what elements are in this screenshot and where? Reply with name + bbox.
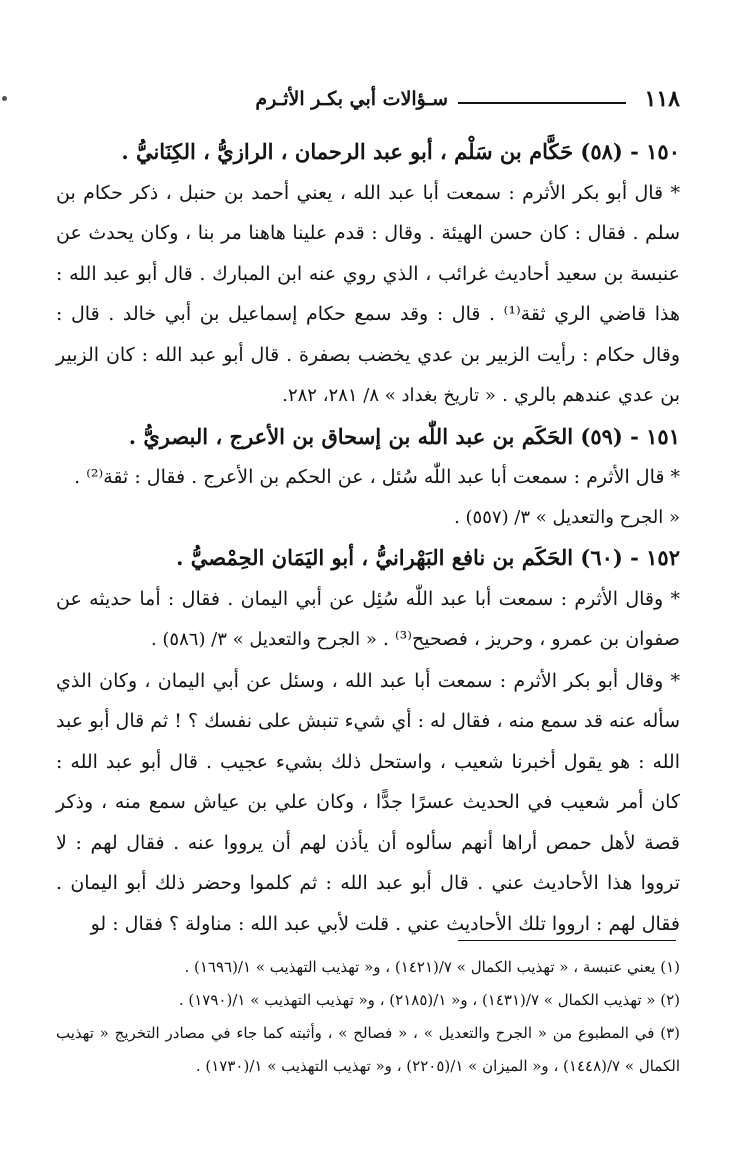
footnotes: [56, 951, 680, 1083]
entry-heading-152: ١٥٢ - (٦٠) الحَكَم بن نافع البَهْرانيُّ ، أبو اليَمَان الحِمْصيُّ .: [176, 545, 680, 570]
header-rule: [458, 102, 626, 104]
entry-151-reference: « الجرح والتعديل » ٣/ (٥٥٧) .: [454, 506, 680, 528]
entry-151-text: * قال الأثرم : سمعت أبا عبد اللّٰه سُئل ، عن الحكم بن الأعرج . فقال : ثقة⁽²⁾ .: [74, 466, 680, 488]
footnote-1: (١) يعني عنبسة ، « تهذيب الكمال » ٧/(١٤٢١) ، و« تهذيب التهذيب » ١/(١٦٩٦) .: [184, 958, 680, 976]
running-title: سـؤالات أبي بكـر الأثـرم: [255, 88, 448, 110]
page-header: [56, 86, 680, 120]
entry-heading-150: ١٥٠ - (٥٨) حَكَّام بن سَلْم ، أبو عبد الرحمان ، الرازيُّ ، الكِنَانيُّ .: [121, 139, 680, 164]
entry-150-reference: « تاريخ بغداد » ٨/ ٢٨١، ٢٨٢.: [282, 385, 496, 406]
entry-152-text: [56, 579, 680, 661]
page-number: ١١٨: [644, 86, 680, 112]
entry-152-body: * وقال الأثرم : سمعت أبا عبد اللّٰه سُئِل عن أبي اليمان . فقال : أما حديثه عن صفوان بن عمرو ، وحريز ، فصحيح⁽³⁾ .: [56, 587, 680, 650]
footnote-2: (٢) « تهذيب الكمال » ٧/(١٤٣١) ، و« ١/(٢١٨٥) ، و« تهذيب التهذيب » ١/(١٧٩٠) .: [178, 991, 680, 1009]
entry-150-text: [56, 173, 680, 417]
entry-152-text-2: * وقال أبو بكر الأثرم : سمعت أبا عبد الله ، وسئل عن أبي اليمان ، وكان الذي سأله عنه قد سمع منه ، فقال له : أي شيء تنبش على نفسك ؟ ! ثم قال أبو عبد الله : هو يقول أخبرنا شعيب ، واستحل ذلك بشيء عجيب . قال أبو عبد الله : كان أمر شعيب في الحديث عسرًا جدًّا ، وكان علي بن عياش سمع منه ، وذكر قصة لأهل حمص أراها أنهم سألوه أن يأذن لهم أن يرووا عنه . فقال لهم : لا ترووا هذا الأحاديث عني . قال أبو عبد الله : ثم كلموا وحضر ذلك أبو اليمان . فقال لهم : ارووا تلك الأحاديث عني . قلت لأبي عبد الله : مناولة ؟ فقال : لو: [56, 669, 680, 935]
main-text: [56, 132, 680, 944]
entry-heading-151: ١٥١ - (٥٩) الحَكَم بن عبد اللّٰه بن إسحاق بن الأعرج ، البصريُّ .: [128, 423, 680, 449]
entry-150-body: * قال أبو بكر الأثرم : سمعت أبا عبد الله ، يعني أحمد بن حنبل ، ذكر حكام بن سلم . فقال : كان حسن الهيئة . وقال : قدم علينا هاهنا مر بنا ، وكان يحدث عن عنبسة بن سعيد أحاديث غرائب ، الذي روي عنه ابن المبارك . قال أبو عبد الله : هذا قاضي الري ثقة⁽¹⁾ . قال : وقد سمع حكام إسماعيل بن أبي خالد . قال : وقال حكام : رأيت الزبير بن عدي يخضب بصفرة . قال أبو عبد الله : كان الزبير بن عدي عندهم بالري .: [56, 181, 680, 406]
scan-speck: [2, 96, 7, 101]
footnote-3: (٣) في المطبوع من « الجرح والتعديل » ، « فصالح » ، وأثبته كما جاء في مصادر التخريج « تهذيب الكمال » ٧/(١٤٤٨) ، و« الميزان » ١/(٢٢٠٥) ، و« تهذيب التهذيب » ١/(١٧٣٠) .: [56, 1024, 680, 1075]
entry-152-reference: « الجرح والتعديل » ٣/ (٥٨٦) .: [150, 629, 377, 650]
footnote-rule: [458, 940, 676, 941]
